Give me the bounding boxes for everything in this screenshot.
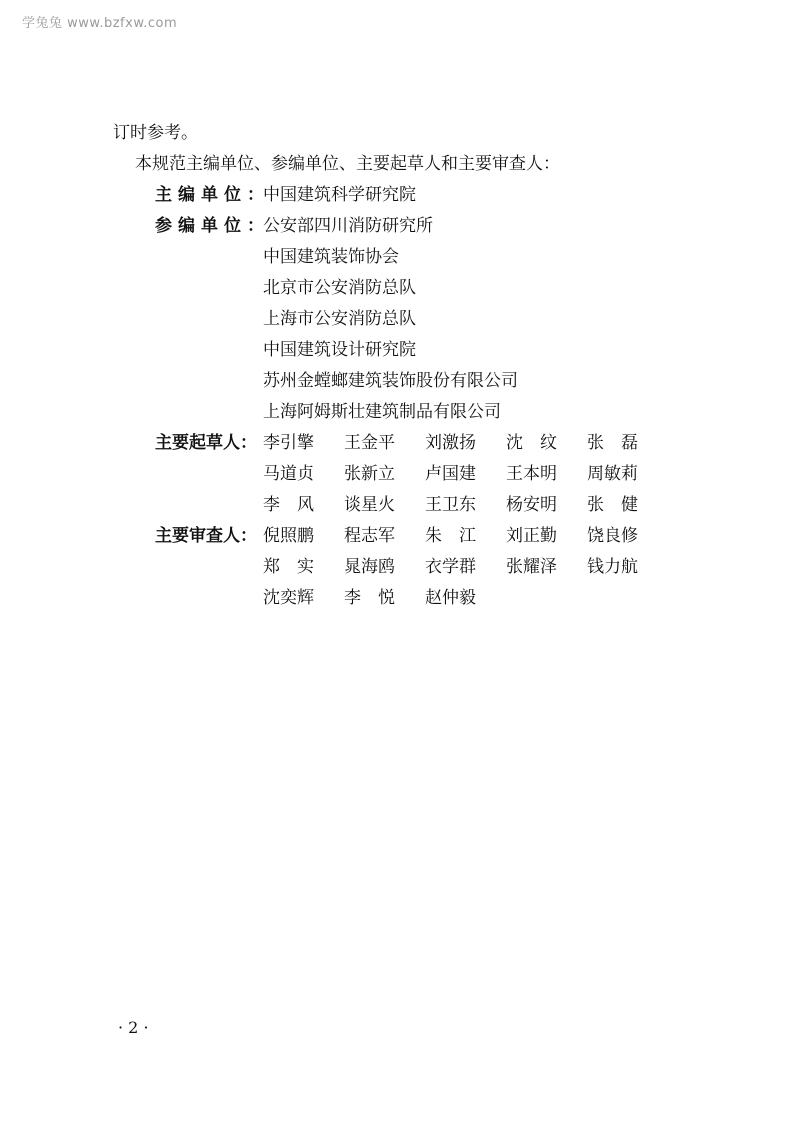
reviewer-name: 沈奕辉: [263, 588, 314, 608]
reviewers-list: [263, 521, 638, 608]
reviewer-name: 刘正勤: [506, 526, 557, 546]
list-intro: 本规范主编单位、参编单位、主要起草人和主要审查人：: [135, 154, 560, 174]
reviewers-line: [263, 521, 638, 552]
drafter-name: 王卫东: [425, 495, 476, 515]
reviewer-name: 衣学群: [425, 557, 476, 577]
drafters-list: [263, 428, 638, 515]
participating-unit: 公安部四川消防研究所: [263, 216, 433, 236]
drafter-name: 沈 纹: [506, 433, 557, 453]
drafter-name: 马道贞: [263, 464, 314, 484]
drafter-name: 周敏莉: [587, 464, 638, 484]
chief-unit-label: 主编单位：: [155, 185, 270, 205]
drafters-row: [113, 428, 638, 515]
drafters-line: [263, 459, 638, 490]
drafter-name: 卢国建: [425, 464, 476, 484]
page-body: [113, 118, 638, 608]
chief-unit-row: [113, 180, 638, 211]
drafter-name: 张 健: [587, 495, 638, 515]
participating-unit: 苏州金螳螂建筑装饰股份有限公司: [263, 371, 518, 391]
reviewer-name: 钱力航: [587, 557, 638, 577]
drafter-name: 王本明: [506, 464, 557, 484]
drafter-name: 杨安明: [506, 495, 557, 515]
participating-unit: 中国建筑设计研究院: [263, 340, 416, 360]
reviewers-line: [263, 583, 638, 614]
chief-unit-value: 中国建筑科学研究院: [263, 185, 416, 205]
participating-units-label: 参编单位：: [155, 216, 270, 236]
reviewer-name: 赵仲毅: [425, 588, 476, 608]
drafter-name: 李引擎: [263, 433, 314, 453]
reviewer-name: 郑 实: [263, 557, 314, 577]
drafter-name: 张 磊: [587, 433, 638, 453]
reviewers-line: [263, 552, 638, 583]
participating-unit: 上海阿姆斯壮建筑制品有限公司: [263, 402, 501, 422]
reviewer-name: 朱 江: [425, 526, 476, 546]
participating-unit: 北京市公安消防总队: [263, 278, 416, 298]
drafters-line: [263, 490, 638, 521]
reviewer-name: 程志军: [344, 526, 395, 546]
page-number: · 2 ·: [118, 1018, 149, 1037]
reviewer-name: 李 悦: [344, 588, 395, 608]
drafter-name: 刘激扬: [425, 433, 476, 453]
reviewers-row: [113, 521, 638, 608]
participating-unit: 上海市公安消防总队: [263, 309, 416, 329]
reviewer-name: 晁海鸥: [344, 557, 395, 577]
drafters-label: 主要起草人：: [155, 433, 257, 453]
reviewer-name: 倪照鹏: [263, 526, 314, 546]
drafter-name: 李 风: [263, 495, 314, 515]
participating-units-row: [113, 211, 638, 422]
watermark: 学兔兔 www.bzfxw.com: [22, 16, 178, 31]
intro-tail: 订时参考。: [113, 123, 198, 143]
drafter-name: 王金平: [344, 433, 395, 453]
reviewer-name: 张耀泽: [506, 557, 557, 577]
reviewers-label: 主要审查人：: [155, 526, 257, 546]
participating-unit: 中国建筑装饰协会: [263, 247, 399, 267]
drafter-name: 张新立: [344, 464, 395, 484]
participating-units-list: [263, 211, 518, 422]
reviewer-name: 饶良修: [587, 526, 638, 546]
drafter-name: 谈星火: [344, 495, 395, 515]
drafters-line: [263, 428, 638, 459]
